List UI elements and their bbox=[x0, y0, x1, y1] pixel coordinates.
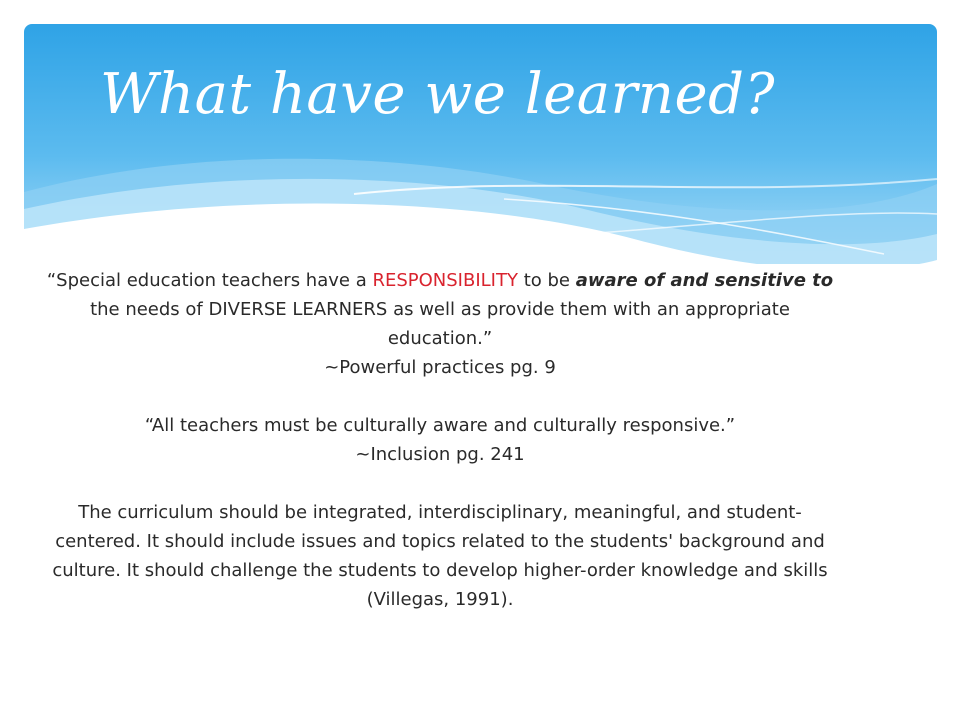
quote-all-teachers: “All teachers must be culturally aware and culturally responsive.” bbox=[144, 415, 736, 436]
spacer bbox=[40, 382, 840, 411]
quote2-citation: ~Inclusion pg. 241 bbox=[355, 444, 525, 465]
slide-title: What have we learned? bbox=[100, 62, 776, 127]
spacer bbox=[40, 469, 840, 498]
quote1-open: “Special education teachers have a bbox=[46, 270, 373, 291]
quote-special-education bbox=[40, 266, 840, 353]
title-banner bbox=[24, 24, 937, 264]
curriculum-paragraph: The curriculum should be integrated, interdisciplinary, meaningful, and student-centered. It should include issues and topics related to the students' background and culture. It should challenge the students to develop higher-order knowledge and skills (Villegas, 1991). bbox=[52, 502, 828, 610]
quote1-mid: to be bbox=[517, 270, 576, 291]
quote1-citation: ~Powerful practices pg. 9 bbox=[324, 357, 556, 378]
wave-decoration bbox=[24, 24, 937, 264]
slide-body bbox=[40, 266, 840, 614]
aware-sensitive-emphasis: aware of and sensitive to bbox=[575, 270, 834, 291]
quote1-rest: the needs of DIVERSE LEARNERS as well as provide them with an appropriate education.” bbox=[90, 299, 790, 349]
responsibility-keyword: RESPONSIBILITY bbox=[372, 270, 518, 291]
